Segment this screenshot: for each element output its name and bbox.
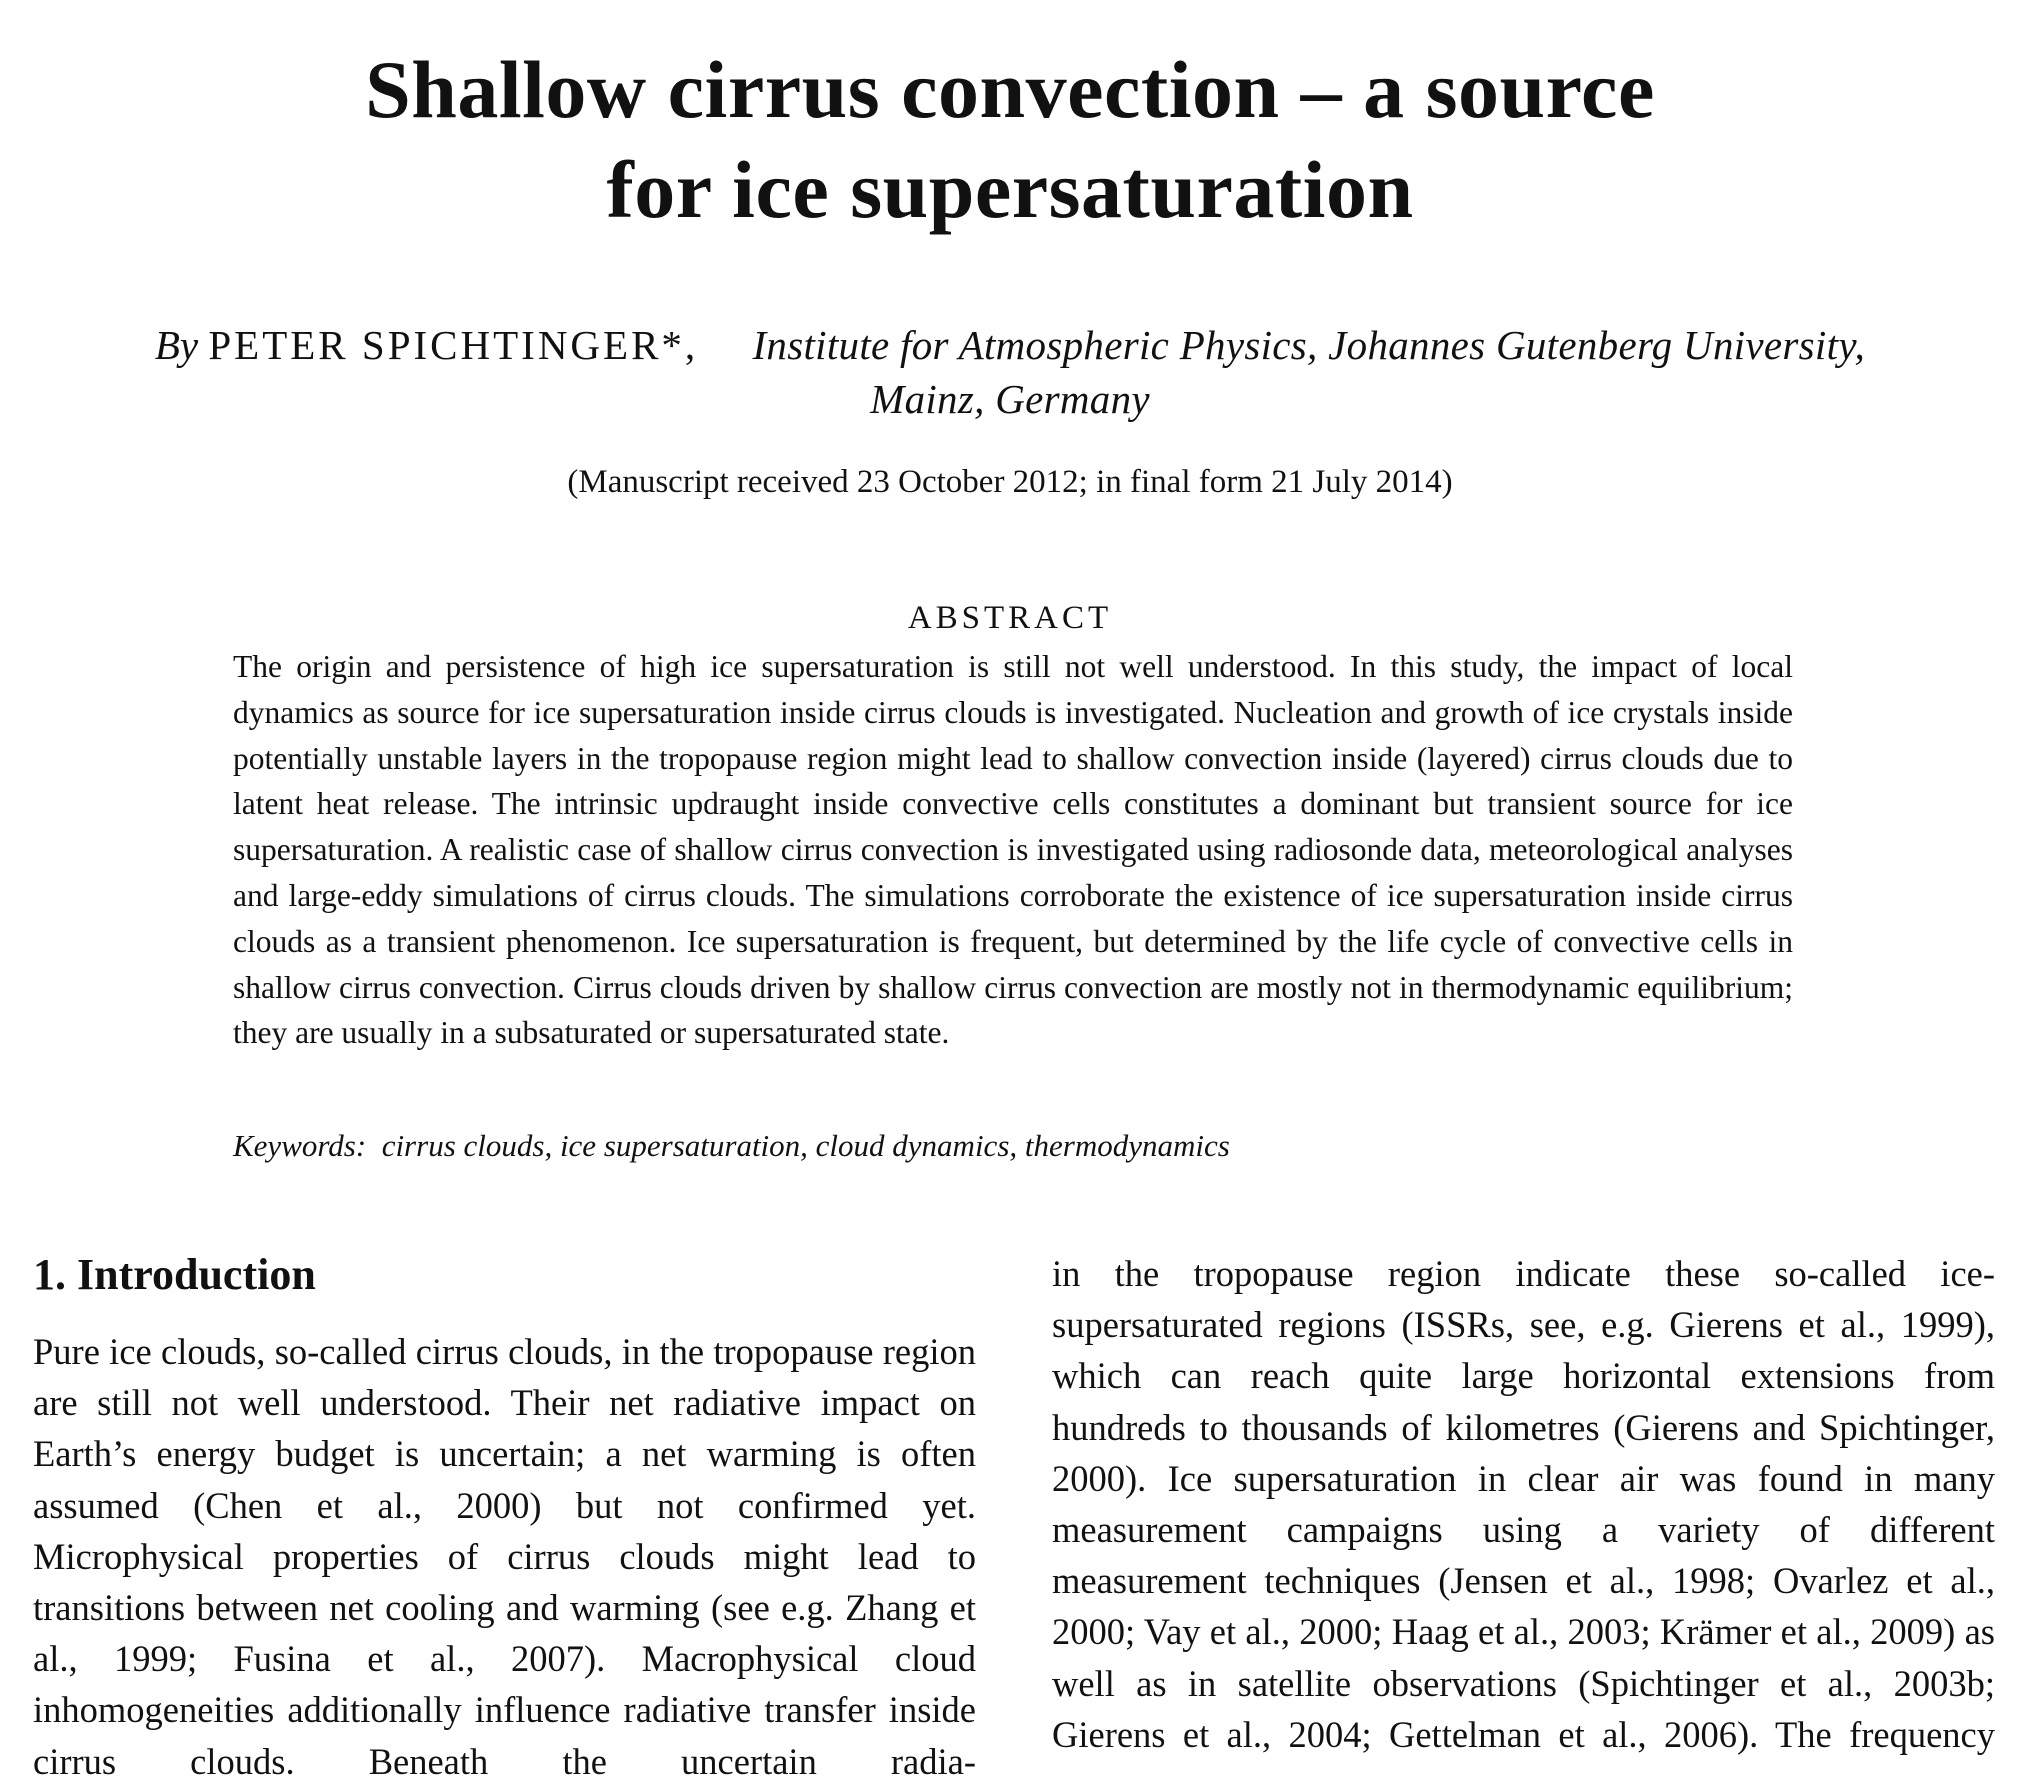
abstract-text: The origin and persistence of high ice supersaturation is still not well understood. In this study, the impact of local dynamics as source for ice supersaturation inside cirrus clouds is investigated. Nucleation and growth of ice crystals inside potentially unstable layers in the tropopause region might lead to shallow convection inside (layered) cirrus clouds due to latent heat release. The intrinsic updraught inside convective cells constitutes a dominant but transient source for ice supersaturation. A realistic case of shallow cirrus convection is investigated using radiosonde data, meteorological analyses and large-eddy simulations of cirrus clouds. The simulations corroborate the existence of ice supersaturation inside cirrus clouds as a transient phenomenon. Ice supersaturation is frequent, but determined by the life cycle of convective cells in shallow cirrus convection. Cirrus clouds driven by shallow cirrus convection are mostly not in thermodynamic equilibrium; they are usually in a subsaturated or supersaturated state. — [233, 649, 1793, 1051]
title-line-2: for ice supersaturation — [606, 144, 1414, 235]
by-label: By — [154, 322, 199, 368]
body-column-left: Pure ice clouds, so-called cirrus clouds, in the tropopause region are still not well understood. Their net radiative impact on Earth’s energy budget is uncertain; a net warming is often assumed (Chen et al., 2000) but not confirmed yet. Microphysical properties of cirrus clouds might lead to transitions between net cooling and warming (see e.g. Zhang et al., 1999; Fusina et al., 2007). Macrophysical cloud inhomogeneities additionally influence radiative transfer inside cirrus clouds. Beneath the uncertain radia- — [33, 1331, 976, 1782]
keywords-text: cirrus clouds, ice supersaturation, cloud dynamics, thermodynamics — [381, 1128, 1230, 1163]
section-heading-introduction: 1. Introduction — [33, 1250, 316, 1299]
keywords-label: Keywords: — [233, 1128, 367, 1163]
manuscript-dates: (Manuscript received 23 October 2012; in final form 21 July 2014) — [567, 464, 1453, 500]
author-name: PETER SPICHTINGER*, — [208, 322, 699, 368]
paper-title — [0, 40, 2020, 240]
affiliation-line-2: Mainz, Germany — [870, 376, 1150, 422]
title-line-1: Shallow cirrus convection – a source — [365, 44, 1655, 135]
keywords — [233, 1124, 1793, 1168]
byline — [0, 318, 2020, 426]
abstract-heading: ABSTRACT — [907, 600, 1113, 636]
affiliation-line-1: Institute for Atmospheric Physics, Johannes Gutenberg University, — [752, 322, 1866, 368]
body-column-right: in the tropopause region indicate these so-called ice-supersaturated regions (ISSRs, see, e.g. Gierens et al., 1999), which can reach quite large horizontal extensions from hundreds to thousands of kilometres (Gierens and Spichtinger, 2000). Ice supersaturation in clear air was found in many measurement campaigns using a variety of different measurement techniques (Jensen et al., 1998; Ovarlez et al., 2000; Vay et al., 2000; Haag et al., 2003; Krämer et al., 2009) as well as in satellite observations (Spichtinger et al., 2003b; Gierens et al., 2004; Gettelman et al., 2006). The frequency — [1052, 1253, 1995, 1755]
